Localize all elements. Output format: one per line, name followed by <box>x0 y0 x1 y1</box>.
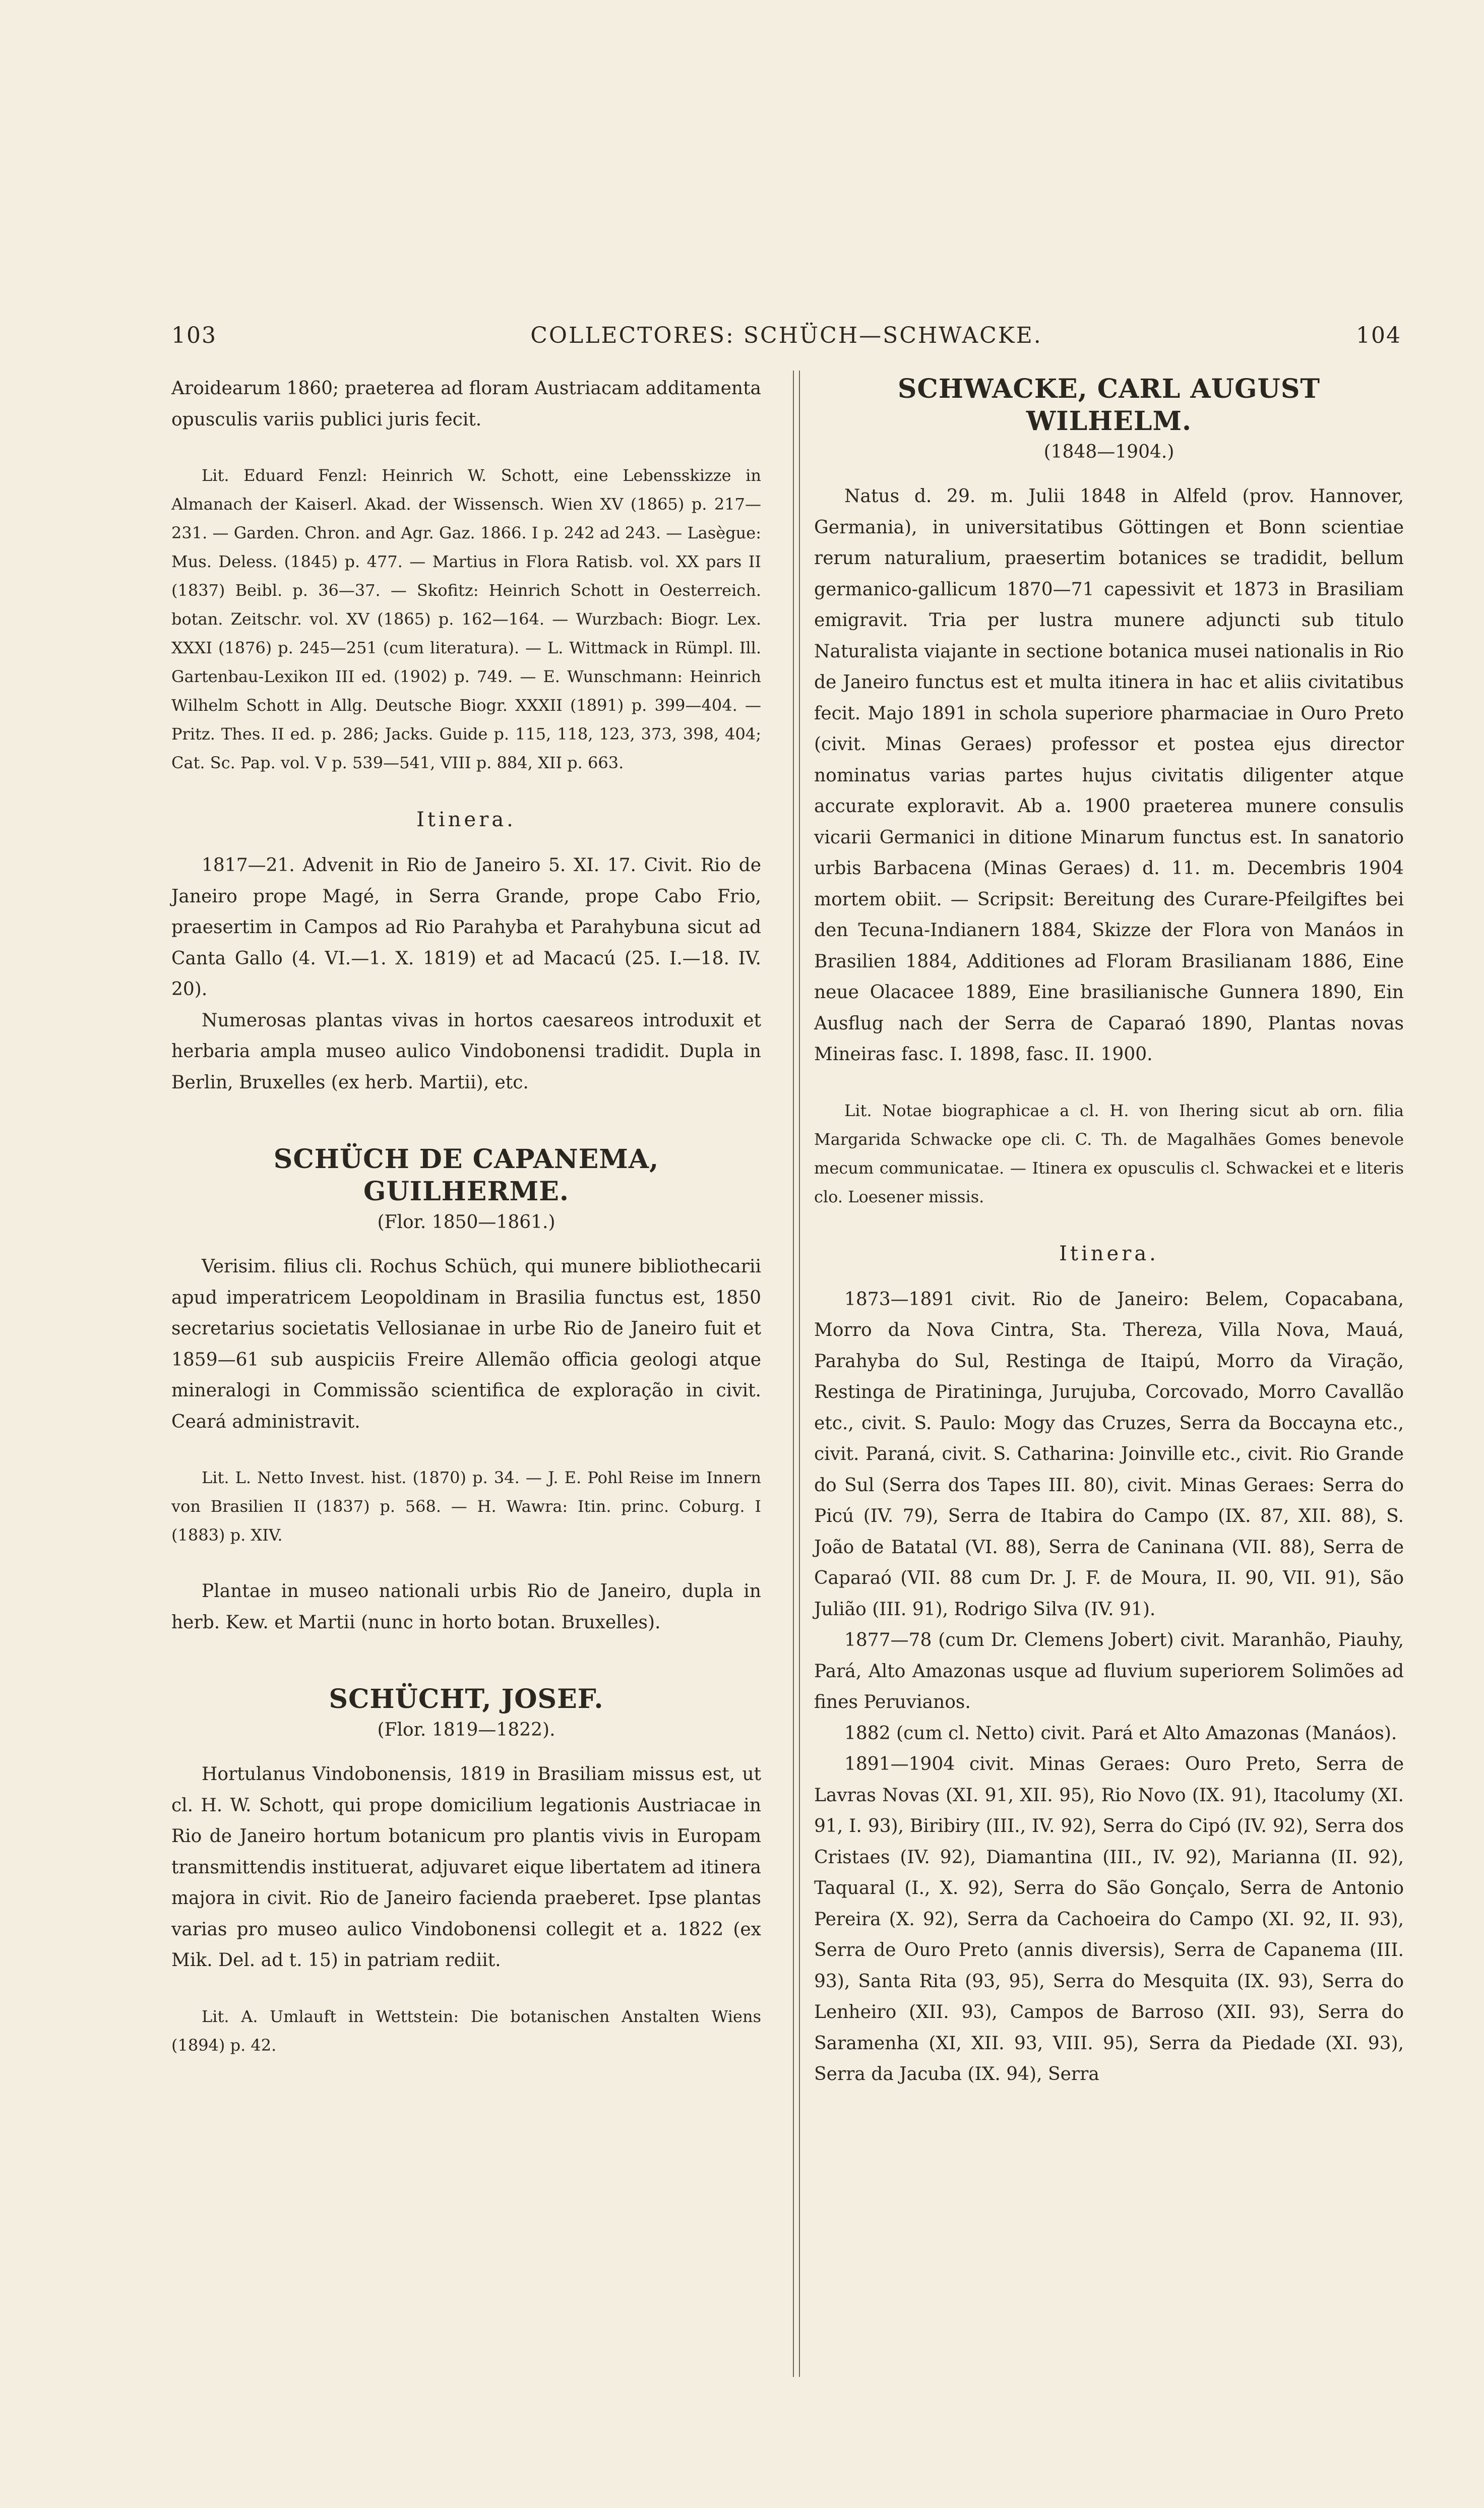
biography-schuch-de-capanema: Verisim. filius cli. Rochus Schüch, qui munere bibliothecarii apud imperatricem Leopoldinam in Brasilia functus est, 1850 secretarius societatis Vellosianae in urbe Rio de Janeiro fuit et 1859—61 sub auspiciis Freire Allemão officia geologi atque mineralogi in Commissão scientifica de exploração in civit. Ceará administravit. <box>171 1256 761 1432</box>
page-number-left: 103 <box>171 323 217 348</box>
literature-schucht: Lit. A. Umlauft in Wettstein: Die botanischen Anstalten Wiens (1894) p. 42. <box>171 2006 761 2055</box>
itinera-heading: Itinera. <box>416 808 516 831</box>
biography-schucht: Hortulanus Vindobonensis, 1819 in Brasiliam missus est, ut cl. H. W. Schott, qui prope domicilium legationis Austriacae in Rio de Janeiro hortum botanicum pro plantis vivis in Europam transmittendis instituerat, adjuvaret eique libertatem ad itinera majora in civit. Rio de Janeiro facienda praeberet. Ipse plantas varias pro museo aulico Vindobonensi collegit et a. 1822 (ex Mik. Del. ad t. 15) in patriam rediit. <box>171 1764 761 1971</box>
paragraph-continuation: Aroidearum 1860; praeterea ad floram Austriacam additamenta opusculis variis publici juris fecit. <box>171 378 761 430</box>
running-header <box>171 323 1401 358</box>
entry-heading-schucht: SCHÜCHT, JOSEF. <box>329 1684 604 1715</box>
literature-schuch-de-capanema: Lit. L. Netto Invest. hist. (1870) p. 34. — J. E. Pohl Reise im Innern von Brasilien II (1837) p. 568. — H. Wawra: Itin. princ. Coburg. I (1883) p. XIV. <box>171 1468 761 1545</box>
entry-dates-schuch-de-capanema: (Flor. 1850—1861.) <box>377 1212 555 1233</box>
biography-schwacke: Natus d. 29. m. Julii 1848 in Alfeld (prov. Hannover, Germania), in universitatibus Göttingen et Bonn scientiae rerum naturalium, praesertim botanices se tradidit, bellum germanico-gallicum 1870—71 capessivit et 1873 in Brasiliam emigravit. Tria per lustra munere adjuncti sub titulo Naturalista viajante in sectione botanica musei nationalis in Rio de Janeiro functus est et multa itinera in hac et aliis civitatibus fecit. Majo 1891 in schola superiore pharmaciae in Ouro Preto (civit. Minas Geraes) professor et postea ejus director nominatus varias partes hujus civitatis diligenter atque accurate exploravit. Ab a. 1900 praeterea munere consulis vicarii Germanici in ditione Minarum functus est. In sanatorio urbis Barbacena (Minas Geraes) d. 11. m. Decembris 1904 mortem obiit. — Scripsit: Bereitung des Curare-Pfeilgiftes bei den Tecuna-Indianern 1884, Skizze der Flora von Manáos in Brasilien 1884, Additiones ad Floram Brasilianam 1886, Eine neue Olacacee 1889, Eine brasilianische Gunnera 1890, Ein Ausflug nach der Serra de Caparaó 1890, Plantas novas Mineiras fasc. I. 1898, fasc. II. 1900. <box>814 486 1404 1065</box>
collections-schuch-de-capanema: Plantae in museo nationali urbis Rio de Janeiro, dupla in herb. Kew. et Martii (nunc in horto botan. Bruxelles). <box>171 1581 761 1633</box>
page-number-right: 104 <box>1356 323 1401 348</box>
running-title: COLLECTORES: SCHÜCH—SCHWACKE. <box>530 323 1042 348</box>
literature-schott: Lit. Eduard Fenzl: Heinrich W. Schott, eine Lebensskizze in Almanach der Kaiserl. Akad. der Wissensch. Wien XV (1865) p. 217—231. — Garden. Chron. and Agr. Gaz. 1866. I p. 242 ad 243. — Lasègue: Mus. Deless. (1845) p. 477. — Martius in Flora Ratisb. vol. XX pars II (1837) Beibl. p. 36—37. — Skofitz: Heinrich Schott in Oesterreich. botan. Zeitschr. vol. XV (1865) p. 162—164. — Wurzbach: Biogr. Lex. XXXI (1876) p. 245—251 (cum literatura). — L. Wittmack in Rümpl. Ill. Gartenbau-Lexikon III ed. (1902) p. 749. — E. Wunschmann: Heinrich Wilhelm Schott in Allg. Deutsche Biogr. XXXII (1891) p. 399—404. — Pritz. Thes. II ed. p. 286; Jacks. Guide p. 115, 118, 123, 373, 398, 404; Cat. Sc. Pap. vol. V p. 539—541, VIII p. 884, XII p. 663. <box>171 466 761 772</box>
entry-dates-schwacke: (1848—1904.) <box>1043 442 1174 462</box>
column-divider <box>793 371 800 2377</box>
itinera-schwacke-1891: 1891—1904 civit. Minas Geraes: Ouro Preto, Serra de Lavras Novas (XI. 91, XII. 95), Rio Novo (IX. 91), Itacolumy (XI. 91, I. 93), Biribiry (III., IV. 92), Serra do Cipó (IV. 92), Serra dos Cristaes (IV. 92), Diamantina (III., IV. 92), Marianna (II. 92), Taquaral (I., X. 92), Serra do São Gonçalo, Serra de Antonio Pereira (X. 92), Serra da Cachoeira do Campo (XI. 92, II. 93), Serra de Ouro Preto (annis diversis), Serra de Capanema (III. 93), Santa Rita (93, 95), Serra do Mesquita (IX. 93), Serra do Lenheiro (XII. 93), Campos de Barroso (XII. 93), Serra do Saramenha (XI, XII. 93, VIII. 95), Serra da Piedade (XI. 93), Serra da Jacuba (IX. 94), Serra <box>814 1754 1404 2085</box>
itinera-schwacke-1882: 1882 (cum cl. Netto) civit. Pará et Alto Amazonas (Manáos). <box>844 1723 1397 1744</box>
itinera-heading-schwacke: Itinera. <box>1059 1242 1159 1265</box>
left-column <box>171 373 761 2060</box>
itinera-schott: 1817—21. Advenit in Rio de Janeiro 5. XI. 17. Civit. Rio de Janeiro prope Magé, in Serra Grande, prope Cabo Frio, praesertim in Campos ad Rio Parahyba et Parahybuna sicut ad Canta Gallo (4. VI.—1. X. 1819) et ad Macacú (25. I.—18. IV. 20). <box>171 855 761 1000</box>
collections-schott: Numerosas plantas vivas in hortos caesareos introduxit et herbaria ampla museo aulico Vindobonensi tradidit. Dupla in Berlin, Bruxelles (ex herb. Martii), etc. <box>171 1010 761 1093</box>
entry-dates-schucht: (Flor. 1819—1822). <box>377 1720 555 1740</box>
literature-schwacke: Lit. Notae biographicae a cl. H. von Ihering sicut ab orn. filia Margarida Schwacke ope cli. C. Th. de Magalhães Gomes benevole mecum communicatae. — Itinera ex opusculis cl. Schwackei et e literis clo. Loesener missis. <box>814 1100 1404 1206</box>
entry-heading-schwacke: SCHWACKE, CARL AUGUST WILHELM. <box>897 374 1321 437</box>
entry-heading-schuch-de-capanema: SCHÜCH DE CAPANEMA, GUILHERME. <box>273 1144 659 1207</box>
itinera-schwacke-1873: 1873—1891 civit. Rio de Janeiro: Belem, Copacabana, Morro da Nova Cintra, Sta. Thereza, Villa Nova, Mauá, Parahyba do Sul, Restinga de Itaipú, Morro da Viração, Restinga de Piratininga, Jurujuba, Corcovado, Morro Cavallão etc., civit. S. Paulo: Mogy das Cruzes, Serra da Boccayna etc., civit. Paraná, civit. S. Catharina: Joinville etc., civit. Rio Grande do Sul (Serra dos Tapes III. 80), civit. Minas Geraes: Serra do Picú (IV. 79), Serra de Itabira do Campo (IX. 87, XII. 88), S. João de Batatal (VI. 88), Serra de Caninana (VII. 88), Serra de Caparaó (VII. 88 cum Dr. J. F. de Moura, II. 90, VII. 91), São Julião (III. 91), Rodrigo Silva (IV. 91). <box>814 1289 1404 1620</box>
itinera-schwacke-1877: 1877—78 (cum Dr. Clemens Jobert) civit. Maranhão, Piauhy, Pará, Alto Amazonas usque ad fluvium superiorem Solimões ad fines Peruvianos. <box>814 1630 1404 1712</box>
right-column <box>814 373 1404 2090</box>
